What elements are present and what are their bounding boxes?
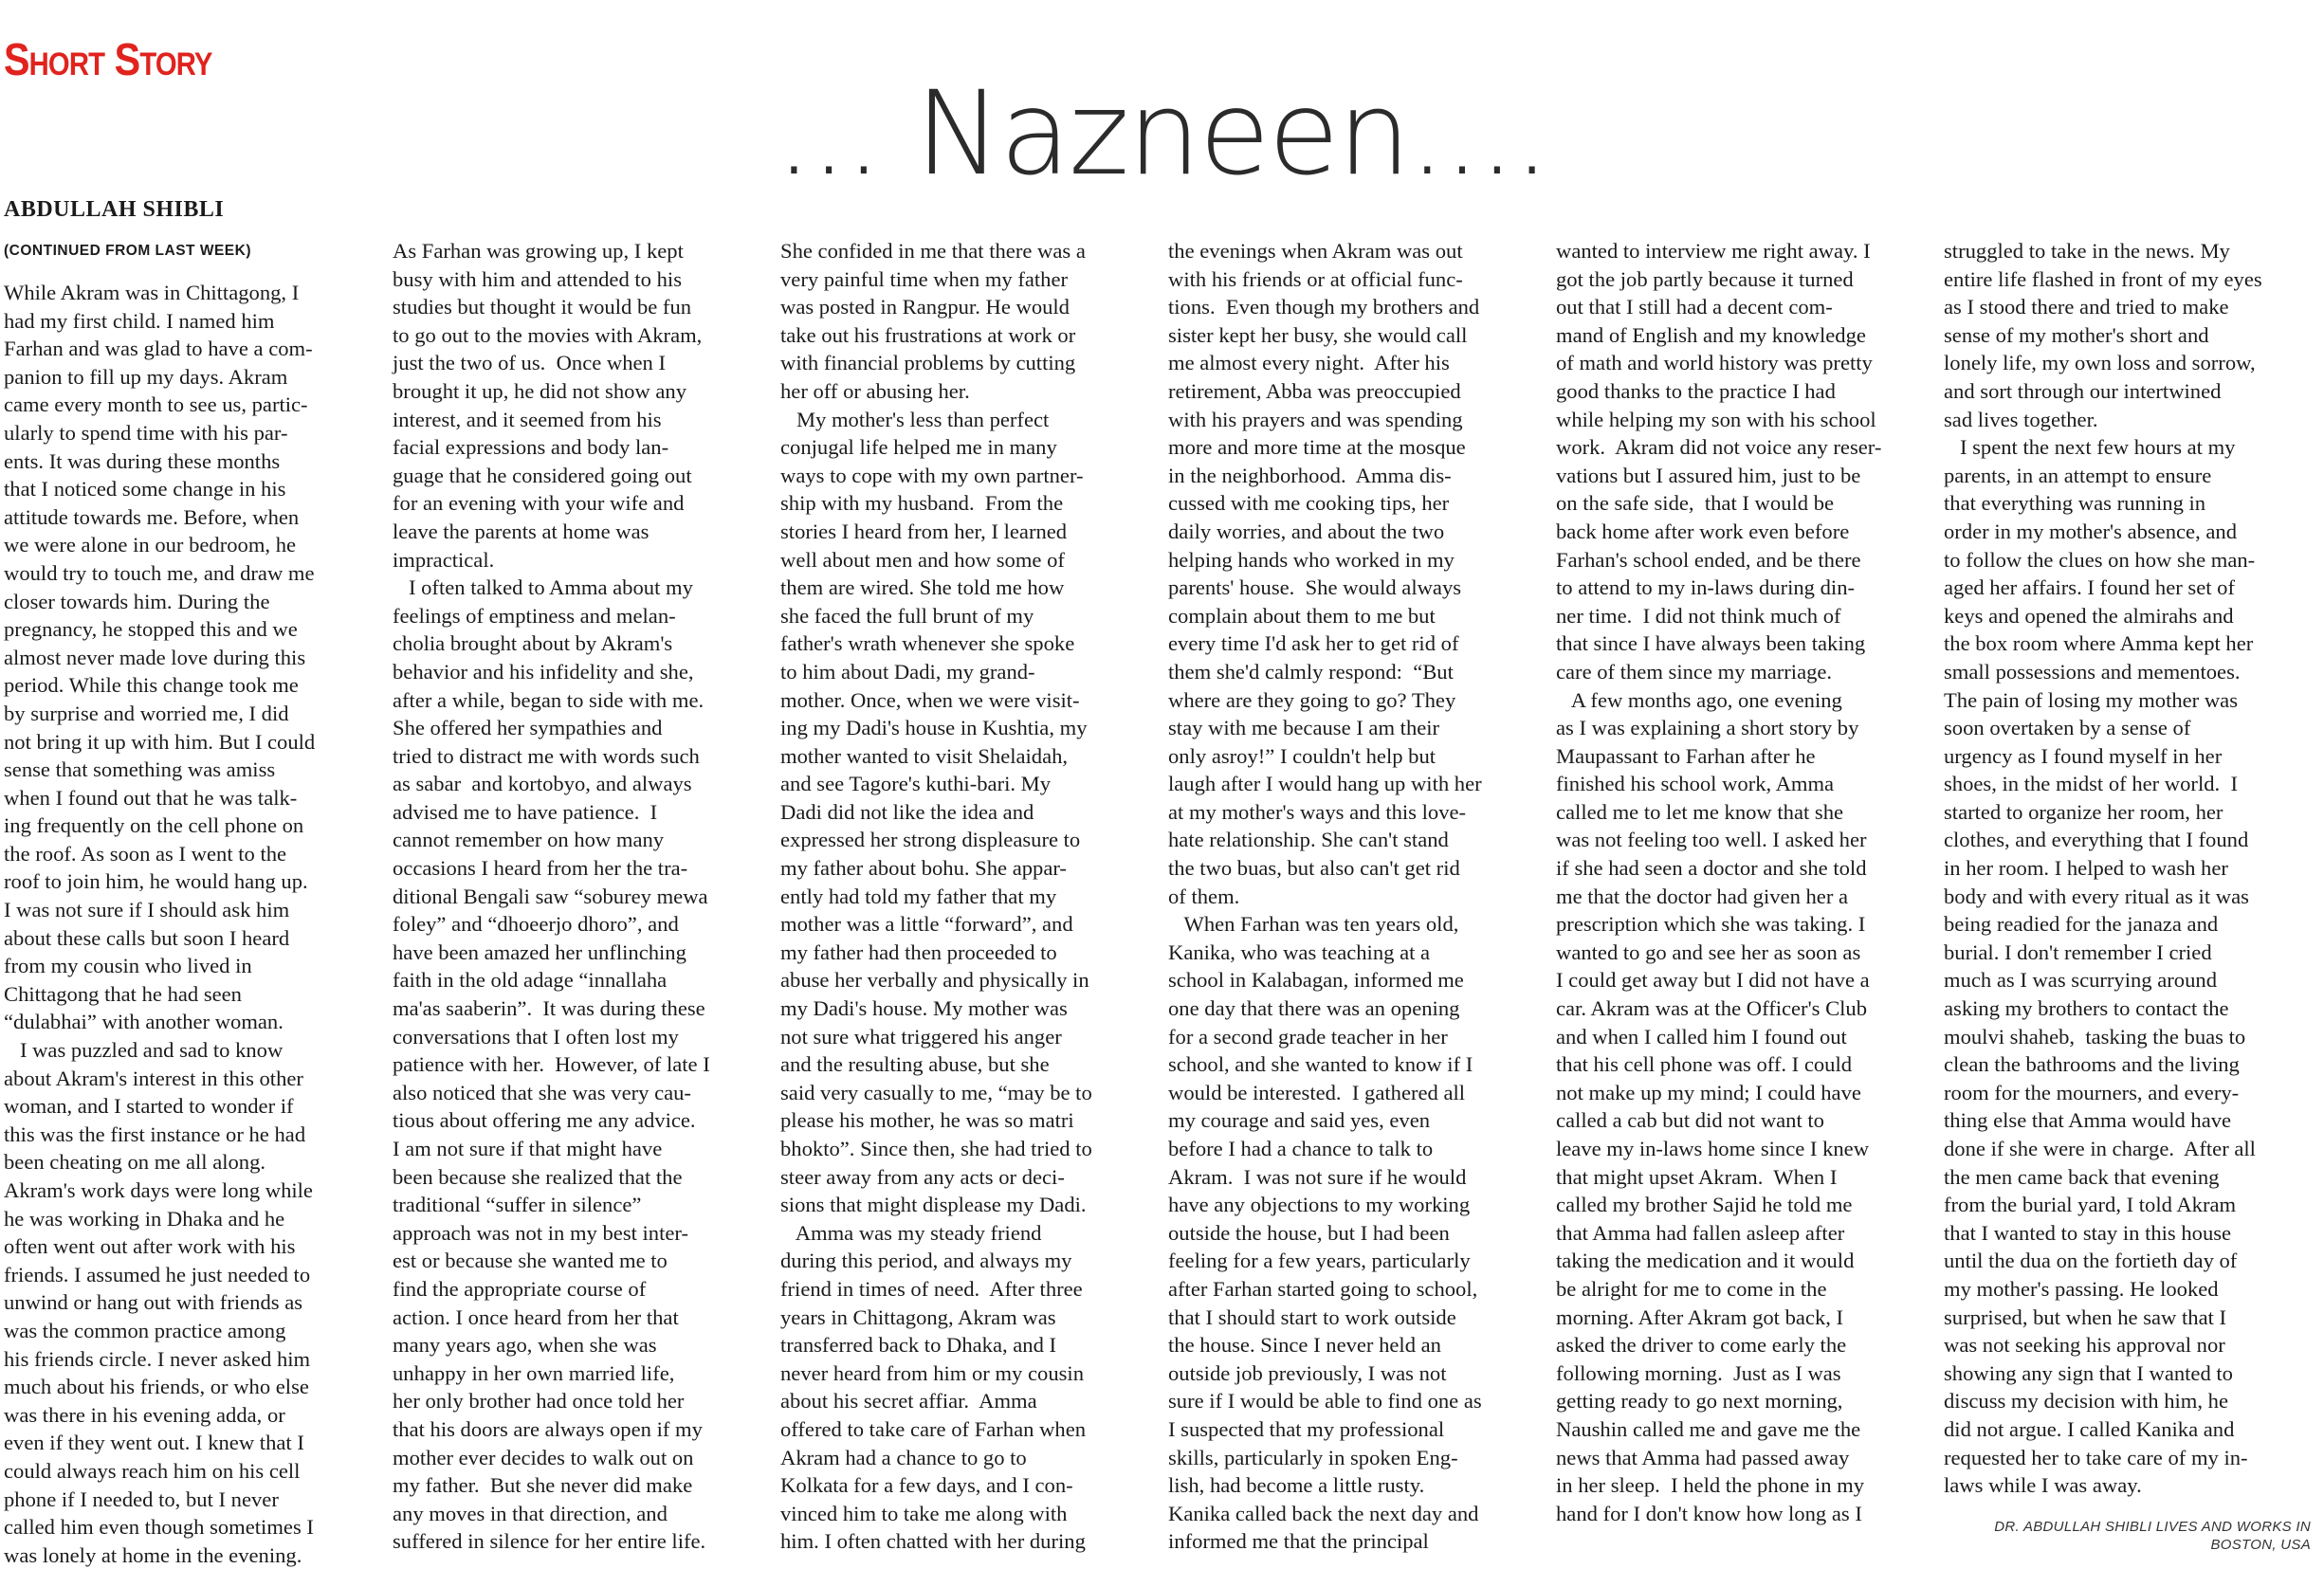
text-line: laws while I was away. [1944,1473,2142,1498]
text-line: entire life flashed in front of my eyes [1944,266,2262,291]
text-line: to him about Dadi, my grand- [780,659,1035,684]
text-line: years in Chittagong, Akram was [780,1304,1056,1329]
text-line: ways to cope with my own partner- [780,463,1084,487]
text-line: when I found out that he was talk- [4,785,298,810]
text-line: been because she realized that the [393,1164,683,1189]
article-column-3 [780,237,1144,1556]
text-line: soon overtaken by a sense of [1944,716,2191,740]
text-line: Chittagong that he had seen [4,981,242,1006]
text-line: also noticed that she was very cau- [393,1080,691,1104]
text-line: Dadi did not like the idea and [780,799,1034,824]
text-line: Akram had a chance to go to [780,1445,1027,1469]
text-line: mother was a little “forward”, and [780,912,1073,937]
text-line: helping hands who worked in my [1168,547,1455,572]
text-line: est or because she wanted me to [393,1249,668,1273]
text-line: work. Akram did not voice any reser- [1556,435,1882,460]
text-line: informed me that the principal [1168,1529,1429,1554]
text-line: could always reach him on his cell [4,1458,301,1483]
text-line: about these calls but soon I heard [4,925,290,950]
text-line: in her room. I helped to wash her [1944,856,2228,881]
text-line: at my mother's ways and this love- [1168,799,1467,824]
text-line: tious about offering me any advice. [393,1108,696,1133]
text-line: very painful time when my father [780,266,1069,291]
text-line: this was the first instance or he had [4,1122,306,1146]
text-line: that his cell phone was off. I could [1556,1052,1853,1077]
text-line: ma'as saaberin”. It was during these [393,996,705,1021]
text-line: been cheating on me all along. [4,1150,266,1175]
text-line: lonely life, my own loss and sorrow, [1944,351,2256,375]
text-line: attitude towards me. Before, when [4,504,300,529]
text-line: to go out to the movies with Akram, [393,322,703,347]
text-line: sions that might displease my Dadi. [780,1193,1087,1217]
text-line: with his friends or at official func- [1168,266,1463,291]
text-line: and see Tagore's kuthi-bari. My [780,772,1052,796]
text-line: did not argue. I called Kanika and [1944,1416,2235,1441]
text-line: ularly to spend time with his par- [4,420,288,445]
text-line: clean the bathrooms and the living [1944,1052,2240,1077]
text-line: leave the parents at home was [393,519,650,543]
text-line: if she had seen a doctor and she told [1556,856,1867,881]
text-line: just the two of us. Once when I [393,351,667,375]
text-line: them she'd calmly respond: “But [1168,659,1454,684]
text-line: by surprise and worried me, I did [4,701,289,725]
text-line: being readied for the janaza and [1944,912,2219,937]
text-line: was there in his evening adda, or [4,1402,285,1427]
text-line: and when I called him I found out [1556,1024,1847,1049]
text-line: My mother's less than perfect [780,407,1050,431]
text-line: cussed with me cooking tips, her [1168,491,1450,516]
text-line: my Dadi's house. My mother was [780,996,1068,1021]
text-line: much about his friends, or who else [4,1375,309,1399]
text-line: with financial problems by cutting [780,351,1076,375]
text-line: phone if I needed to, but I never [4,1487,279,1511]
text-line: surprised, but when he saw that I [1944,1304,2227,1329]
text-line: bhokto”. Since then, she had tried to [780,1137,1092,1160]
text-line: interest, and it seemed from his [393,407,662,431]
text-line: have been amazed her unflinching [393,940,686,964]
article-column-4 [1168,237,1532,1556]
footnote-line: BOSTON, USA [2210,1537,2311,1553]
text-line: would be interested. I gathered all [1168,1080,1466,1104]
text-line: before I had a chance to talk to [1168,1137,1434,1160]
text-line: not bring it up with him. But I could [4,729,316,754]
text-line: friend in times of need. After three [780,1276,1083,1301]
text-line: take out his frustrations at work or [780,322,1076,347]
text-line: ing frequently on the cell phone on [4,813,304,838]
text-line: parents, in an attempt to ensure [1944,463,2212,487]
text-line: She offered her sympathies and [393,716,663,740]
text-line: she faced the full brunt of my [780,603,1034,628]
text-line: my courage and said yes, even [1168,1108,1431,1133]
headline: ... Nazneen.... [775,66,1549,201]
text-line: while helping my son with his school [1556,407,1876,431]
text-line: ditional Bengali saw “soburey mewa [393,884,708,908]
text-line: getting ready to go next morning, [1556,1389,1843,1414]
text-line: his friends circle. I never asked him [4,1346,311,1371]
text-line: patience with her. However, of late I [393,1052,710,1077]
text-line: good thanks to the practice I had [1556,378,1836,403]
text-line: as I stood there and tried to make [1944,295,2229,319]
text-line: from my cousin who lived in [4,954,252,978]
text-line: I spent the next few hours at my [1944,435,2236,460]
text-line: them are wired. She told me how [780,575,1065,600]
text-line: would try to touch me, and draw me [4,560,315,585]
text-line: approach was not in my best inter- [393,1220,689,1245]
text-line: small possessions and mementoes. [1944,659,2241,684]
article-column-1 [4,279,368,1569]
text-line: much as I was scurrying around [1944,968,2217,993]
text-line: him. I often chatted with her during [780,1529,1086,1554]
text-line: the evenings when Akram was out [1168,239,1463,263]
text-line: skills, particularly in spoken Eng- [1168,1445,1458,1469]
text-line: that Amma had fallen asleep after [1556,1220,1845,1245]
text-line: room for the mourners, and every- [1944,1080,2240,1104]
text-line: done if she were in charge. After all [1944,1137,2256,1160]
text-line: in her sleep. I held the phone in my [1556,1473,1865,1498]
text-line: Kanika called back the next day and [1168,1501,1479,1525]
text-line: busy with him and attended to his [393,266,682,291]
text-line: tions. Even though my brothers and [1168,295,1480,319]
text-line: where are they going to go? They [1168,687,1456,712]
text-line: moulvi shaheb, tasking the buas to [1944,1024,2246,1049]
text-line: after Farhan started going to school, [1168,1276,1478,1301]
text-line: action. I once heard from her that [393,1304,679,1329]
text-line: I often talked to Amma about my [393,575,693,600]
text-line: roof to join him, he would hang up. [4,869,308,894]
text-line: feelings of emptiness and melan- [393,603,676,628]
text-line: the two buas, but also can't get rid [1168,856,1460,881]
text-line: I was not sure if I should ask him [4,898,290,922]
text-line: please his mother, he was so matri [780,1108,1074,1133]
text-line: A few months ago, one evening [1556,687,1842,712]
text-line: my father had then proceeded to [780,940,1057,964]
text-line: car. Akram was at the Officer's Club [1556,996,1868,1021]
text-line: he was working in Dhaka and he [4,1206,285,1231]
text-line: and sort through our intertwined [1944,378,2222,403]
text-line: ently had told my father that my [780,884,1057,908]
text-line: She confided in me that there was a [780,239,1086,263]
text-line: sense that something was amiss [4,757,276,782]
text-line: was lonely at home in the evening. [4,1542,302,1567]
text-line: never heard from him or my cousin [780,1360,1084,1385]
byline: ABDULLAH SHIBLI [4,197,225,222]
text-line: not make up my mind; I could have [1556,1080,1861,1104]
text-line: care of them since my marriage. [1556,659,1833,684]
text-line: closer towards him. During the [4,589,270,613]
article-column-5 [1556,237,1920,1527]
text-line: was the common practice among [4,1318,286,1342]
text-line: the roof. As soon as I went to the [4,841,287,866]
text-line: outside the house, but I had been [1168,1220,1450,1245]
text-line: for an evening with your wife and [393,491,685,516]
text-line: almost never made love during this [4,645,306,669]
text-line: for a second grade teacher in her [1168,1024,1448,1049]
text-line: many years ago, when she was [393,1333,657,1358]
text-line: friends. I assumed he just needed to [4,1262,311,1286]
text-line: stories I heard from her, I learned [780,519,1068,543]
text-line: shoes, in the midst of her world. I [1944,772,2238,796]
text-line: her off or abusing her. [780,378,970,403]
text-line: the men came back that evening [1944,1164,2220,1189]
text-line: Amma was my steady friend [780,1220,1042,1245]
text-line: asked the driver to come early the [1556,1333,1847,1358]
text-line: conversations that I often lost my [393,1024,679,1049]
footnote-line: DR. ABDULLAH SHIBLI LIVES AND WORKS IN [1994,1519,2311,1535]
text-line: wanted to interview me right away. I [1556,239,1871,263]
text-line: that his doors are always open if my [393,1416,703,1441]
text-line: unwind or hang out with friends as [4,1290,303,1315]
text-line: complain about them to me but [1168,603,1436,628]
text-line: of them. [1168,884,1240,908]
text-line: after a while, began to side with me. [393,687,705,712]
text-line: faith in the old adage “innallaha [393,968,668,993]
text-line: following morning. Just as I was [1556,1360,1841,1385]
text-line: suffered in silence for her entire life. [393,1529,706,1554]
text-line: keys and opened the almirahs and [1944,603,2234,628]
text-line: news that Amma had passed away [1556,1445,1850,1469]
text-line: as sabar and kortobyo, and always [393,772,692,796]
text-line: parents' house. She would always [1168,575,1462,600]
text-line: steer away from any acts or deci- [780,1164,1065,1189]
text-line: When Farhan was ten years old, [1168,912,1459,937]
text-line: ship with my husband. From the [780,491,1064,516]
text-line: that I should start to work outside [1168,1304,1456,1329]
text-line: traditional “suffer in silence” [393,1193,642,1217]
text-line: pregnancy, he stopped this and we [4,617,298,642]
text-line: hand for I don't know how long as I [1556,1501,1862,1525]
text-line: Farhan's school ended, and be there [1556,547,1861,572]
text-line: about his secret affiar. Amma [780,1389,1037,1414]
text-line: thing else that Amma would have [1944,1108,2232,1133]
text-line: from the burial yard, I told Akram [1944,1193,2237,1217]
text-line: to follow the clues on how she man- [1944,547,2256,572]
text-line: urgency as I found myself in her [1944,743,2223,768]
text-line: occasions I heard from her the tra- [393,856,688,881]
text-line: Kolkata for a few days, and I con- [780,1473,1073,1498]
text-line: my father about bohu. She appar- [780,856,1067,881]
text-line: during this period, and always my [780,1249,1072,1273]
text-line: retirement, Abba was preoccupied [1168,378,1461,403]
text-line: called my brother Sajid he told me [1556,1193,1853,1217]
text-line: facial expressions and body lan- [393,435,669,460]
text-line: one day that there was an opening [1168,996,1460,1021]
text-line: the house. Since I never held an [1168,1333,1441,1358]
text-line: I am not sure if that might have [393,1137,663,1160]
text-line: said very casually to me, “may be to [780,1080,1092,1104]
text-line: mother wanted to visit Shelaidah, [780,743,1069,768]
text-line: ents. It was during these months [4,448,281,473]
text-line: I was puzzled and sad to know [4,1038,284,1063]
text-line: that everything was running in [1944,491,2206,516]
text-line: as I was explaining a short story by [1556,716,1859,740]
text-line: back home after work even before [1556,519,1850,543]
text-line: her only brother had once told her [393,1389,685,1414]
text-line: advised me to have patience. I [393,799,658,824]
text-line: of math and world history was pretty [1556,351,1873,375]
text-line: me that the doctor had given her a [1556,884,1849,908]
text-line: came every month to see us, partic- [4,392,308,417]
text-line: ner time. I did not think much of [1556,603,1841,628]
text-line: outside job previously, I was not [1168,1360,1447,1385]
text-line: that since I have always been taking [1556,631,1866,656]
text-line: find the appropriate course of [393,1276,647,1301]
text-line: the box room where Amma kept her [1944,631,2254,656]
text-line: was not seeking his approval nor [1944,1333,2225,1358]
text-line: Kanika, who was teaching at a [1168,940,1431,964]
text-line: cannot remember on how many [393,828,665,852]
text-line: behavior and his infidelity and she, [393,659,694,684]
text-line: stay with me because I am their [1168,716,1440,740]
text-line: cholia brought about by Akram's [393,631,673,656]
text-line: Naushin called me and gave me the [1556,1416,1861,1441]
text-line: every time I'd ask her to get rid of [1168,631,1459,656]
text-line: clothes, and everything that I found [1944,828,2249,852]
text-line: that I noticed some change in his [4,477,286,502]
text-line: called a cab but did not want to [1556,1108,1824,1133]
text-line: foley” and “dhoeerjo dhoro”, and [393,912,679,937]
text-line: out that I still had a decent com- [1556,295,1833,319]
text-line: abuse her verbally and physically in [780,968,1089,993]
text-line: until the dua on the fortieth day of [1944,1249,2238,1273]
continued-note: (CONTINUED FROM LAST WEEK) [4,243,251,259]
text-line: I suspected that my professional [1168,1416,1445,1441]
text-line: have any objections to my working [1168,1193,1471,1217]
text-line: Akram. I was not sure if he would [1168,1164,1467,1189]
text-line: asking my brothers to contact the [1944,996,2229,1021]
text-line: order in my mother's absence, and [1944,519,2237,543]
text-line: aged her affairs. I found her set of [1944,575,2235,600]
text-line: ing my Dadi's house in Kushtia, my [780,716,1088,740]
article-column-2 [393,237,757,1556]
text-line: Akram's work days were long while [4,1178,313,1202]
text-line: wanted to go and see her as soon as [1556,940,1861,964]
text-line: The pain of losing my mother was [1944,687,2238,712]
text-line: “dulabhai” with another woman. [4,1010,284,1034]
text-line: my father. But she never did make [393,1473,693,1498]
text-line: even if they went out. I knew that I [4,1431,304,1455]
text-line: school in Kalabagan, informed me [1168,968,1464,993]
text-line: father's wrath whenever she spoke [780,631,1075,656]
text-line: leave my in-laws home since I knew [1556,1137,1870,1160]
text-line: sad lives together. [1944,407,2098,431]
text-line: woman, and I started to wonder if [4,1094,294,1119]
text-line: guage that he considered going out [393,463,692,487]
text-line: called me to let me know that she [1556,799,1844,824]
text-line: often went out after work with his [4,1234,296,1259]
text-line: taking the medication and it would [1556,1249,1855,1273]
text-line: As Farhan was growing up, I kept [393,239,684,263]
text-line: sure if I would be able to find one as [1168,1389,1482,1414]
text-line: we were alone in our bedroom, he [4,533,297,557]
text-line: Maupassant to Farhan after he [1556,743,1816,768]
text-line: and the resulting abuse, but she [780,1052,1050,1077]
text-line: got the job partly because it turned [1556,266,1854,291]
text-line: offered to take care of Farhan when [780,1416,1087,1441]
text-line: my mother's passing. He looked [1944,1276,2219,1301]
text-line: hate relationship. She can't stand [1168,828,1449,852]
text-line: to attend to my in-laws during din- [1556,575,1856,600]
text-line: tried to distract me with words such [393,743,700,768]
text-line: feeling for a few years, particularly [1168,1249,1471,1273]
text-line: discuss my decision with him, he [1944,1389,2228,1414]
text-line: well about men and how some of [780,547,1065,572]
text-line: not sure what triggered his anger [780,1024,1062,1049]
text-line: in the neighborhood. Amma dis- [1168,463,1452,487]
text-line: started to organize her room, her [1944,799,2223,824]
text-line: me almost every night. After his [1168,351,1450,375]
text-line: Farhan and was glad to have a com- [4,337,313,361]
author-footnote [1994,1518,2311,1554]
text-line: impractical. [393,547,495,572]
text-line: school, and she wanted to know if I [1168,1052,1473,1077]
text-line: morning. After Akram got back, I [1556,1304,1844,1329]
text-line: I could get away but I did not have a [1556,968,1870,993]
text-line: prescription which she was taking. I [1556,912,1866,937]
text-line: laugh after I would hang up with her [1168,772,1482,796]
text-line: daily worries, and about the two [1168,519,1445,543]
text-line: that might upset Akram. When I [1556,1164,1838,1189]
text-line: body and with every ritual as it was [1944,884,2249,908]
text-line: mand of English and my knowledge [1556,322,1866,347]
text-line: be alright for me to come in the [1556,1276,1827,1301]
text-line: mother. Once, when we were visit- [780,687,1080,712]
text-line: more and more time at the mosque [1168,435,1466,460]
text-line: about Akram's interest in this other [4,1066,303,1090]
text-line: lish, had become a little rusty. [1168,1473,1425,1498]
article-column-6 [1944,237,2308,1500]
text-line: panion to fill up my days. Akram [4,364,288,389]
text-line: that I wanted to stay in this house [1944,1220,2232,1245]
text-line: conjugal life helped me in many [780,435,1057,460]
text-line: unhappy in her own married life, [393,1360,675,1385]
text-line: studies but thought it would be fun [393,295,692,319]
text-line: sister kept her busy, she would call [1168,322,1468,347]
text-line: sense of my mother's short and [1944,322,2209,347]
text-line: transferred back to Dhaka, and I [780,1333,1057,1358]
text-line: vations but I assured him, just to be [1556,463,1861,487]
text-line: any moves in that direction, and [393,1501,668,1525]
text-line: with his prayers and was spending [1168,407,1463,431]
text-line: brought it up, he did not show any [393,378,687,403]
text-line: mother ever decides to walk out on [393,1445,694,1469]
text-line: was posted in Rangpur. He would [780,295,1070,319]
text-line: requested her to take care of my in- [1944,1445,2248,1469]
text-line: was not feeling too well. I asked her [1556,828,1867,852]
text-line: called him even though sometimes I [4,1515,314,1540]
text-line: vinced him to take me along with [780,1501,1068,1525]
text-line: struggled to take in the news. My [1944,239,2230,263]
text-line: only asroy!” I couldn't help but [1168,743,1436,768]
text-line: expressed her strong displeasure to [780,828,1081,852]
text-line: finished his school work, Amma [1556,772,1835,796]
text-line: While Akram was in Chittagong, I [4,281,300,304]
section-label: Short Story [4,35,212,85]
text-line: period. While this change took me [4,673,299,698]
text-line: on the safe side, that I would be [1556,491,1835,516]
text-line: burial. I don't remember I cried [1944,940,2212,964]
text-line: showing any sign that I wanted to [1944,1360,2233,1385]
text-line: had my first child. I named him [4,308,275,333]
